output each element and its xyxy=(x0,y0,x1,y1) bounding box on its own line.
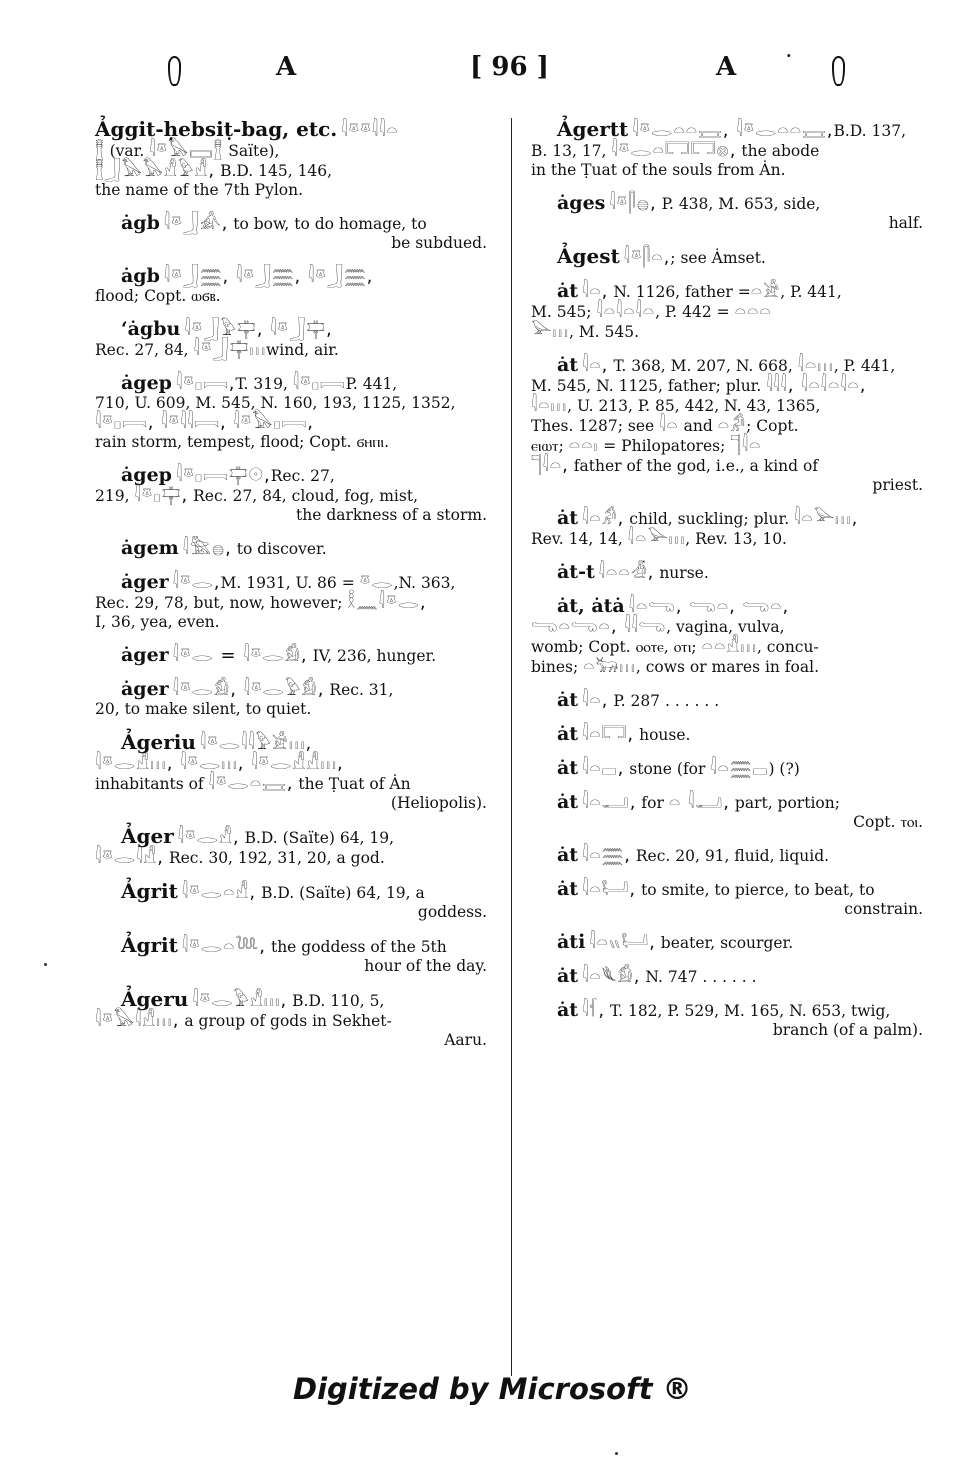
entry-text: for xyxy=(641,794,664,812)
dictionary-entry xyxy=(531,282,923,342)
entry-text: Rec. 31, xyxy=(329,681,394,699)
hieroglyph-group: 𓇋𓏏𓅪𓏥 xyxy=(627,528,686,549)
reed-leaf-icon xyxy=(168,56,181,86)
entry-text: , P. 442 = xyxy=(655,303,730,321)
hieroglyph-group: 𓇋𓎼𓂋𓇋𓇋𓅱𓀀𓏥, xyxy=(199,733,313,754)
entry-text: N. 747 . . . . . . xyxy=(645,968,757,986)
entry-text: Saïte), xyxy=(228,142,280,160)
headword: ȧgep xyxy=(121,464,172,486)
headword: ȧti xyxy=(557,931,586,953)
entry-text: B.D. 110, 5, xyxy=(292,992,385,1010)
hieroglyph-group: 𓇋𓏏𓀔, xyxy=(582,508,625,529)
headword: ʻȧgbu xyxy=(121,318,181,340)
headword: ȧt, ȧtȧ xyxy=(557,595,625,617)
entry-text: Copt. ⲧⲟⲓ. xyxy=(853,813,923,831)
entry-text: B.D. 137, xyxy=(833,122,906,140)
dictionary-entry xyxy=(95,987,487,1050)
hieroglyph-group: 𓇋𓎼𓋴𓏏, xyxy=(623,247,671,268)
dictionary-entry xyxy=(531,597,923,677)
entry-text: child, suckling; plur. xyxy=(629,510,790,528)
headword: ȧt xyxy=(557,354,579,376)
entry-text: nurse. xyxy=(659,564,709,582)
hieroglyph-group: 𓇋𓎼𓃀𓊡𓏥 xyxy=(193,339,267,360)
entry-text: , P. 441, xyxy=(833,357,896,375)
headword: ȧt xyxy=(557,507,579,529)
dictionary-entry xyxy=(531,933,923,953)
entry-text: priest. xyxy=(872,476,923,494)
dictionary-entry xyxy=(531,759,923,779)
dictionary-entry xyxy=(95,573,487,632)
hieroglyph-group: 𓇋𓎼𓂋𓏏𓀭, xyxy=(181,882,257,903)
headword: ȧger xyxy=(121,571,169,593)
headword: ȧgb xyxy=(121,212,160,234)
hieroglyph-group: 𓏏𓀔 xyxy=(717,415,747,436)
headword: ȧt xyxy=(557,723,579,745)
hieroglyph-group: 𓇋𓏏𓅪𓏥, xyxy=(794,508,859,529)
hieroglyph-group: 𓇋𓎼𓂋, xyxy=(172,572,221,593)
hieroglyph-group: 𓇋𓏏𓂡, xyxy=(582,879,637,900)
entry-text: , U. 213, P. 85, 442, N. 43, 1365, xyxy=(567,397,821,415)
entry-text: , cows or mares in foal. xyxy=(635,658,820,676)
headword: Ảgest xyxy=(557,244,620,268)
dictionary-entry xyxy=(531,793,923,832)
hieroglyph-group: 𓇋𓏏𓏏𓁑, xyxy=(598,562,655,583)
entry-text: Rev. 14, 14, xyxy=(531,530,623,548)
hieroglyph-group: 𓏏 𓇋𓂝, xyxy=(668,792,730,813)
entry-text: B. 13, 17, xyxy=(531,142,607,160)
entry-text: Rec. 30, 192, 31, 20, a god. xyxy=(168,849,385,867)
entry-text: I, 36, yea, even. xyxy=(95,613,220,631)
hieroglyph-group: 𓇋𓏏𓆰𓀁, xyxy=(582,966,641,987)
headword: ȧger xyxy=(121,678,169,700)
hieroglyph-group: 𓇋𓎼𓂋𓀭𓏥, 𓇋𓎼𓂋𓏥, 𓇋𓎼𓂋𓀭𓀭𓏥, xyxy=(95,753,344,774)
hieroglyph-group: 𓇋𓏏𓇋𓏏𓇋𓏏 xyxy=(596,301,656,322)
page-number: [ 96 ] xyxy=(470,52,549,82)
dictionary-entry xyxy=(95,466,487,525)
entry-text: part, portion; xyxy=(734,794,840,812)
hieroglyph-group: 𓇋𓏏𓂝, xyxy=(582,792,637,813)
entry-text: the name of the 7th Pylon. xyxy=(95,181,304,199)
dictionary-entry xyxy=(531,356,923,495)
hieroglyph-group: 𓇋𓆳, xyxy=(582,1000,606,1021)
hieroglyph-group: 𓇋𓎼𓎼𓇋𓇋𓏏 xyxy=(341,120,399,141)
hieroglyph-group: 𓇋𓇋𓇋, 𓇋𓏏𓇋𓏏𓇋𓏏, xyxy=(766,375,867,396)
entry-text: the goddess of the 5th xyxy=(270,938,447,956)
dictionary-entry xyxy=(95,730,487,813)
headword: ȧt xyxy=(557,844,579,866)
hieroglyph-group: 𓏏𓀀 xyxy=(750,281,781,302)
dictionary-entry xyxy=(531,117,923,180)
headword: Ảger xyxy=(121,824,174,848)
hieroglyph-group: 𓇋𓎼𓅃𓇋𓀭𓏥, xyxy=(95,1010,180,1031)
entry-text: rain storm, tempest, flood; Copt. ϭⲏⲡⲓ. xyxy=(95,433,390,451)
hieroglyph-group: 𓏏𓏏𓏤 xyxy=(568,435,599,456)
entry-text: 20, to make silent, to quiet. xyxy=(95,700,312,718)
dictionary-entry xyxy=(531,244,923,268)
entry-text: the abode xyxy=(741,142,820,160)
entry-text: P. 287 . . . . . . xyxy=(613,692,720,710)
hieroglyph-group: 𓊹𓇋𓏏, xyxy=(531,455,569,476)
entry-text: the darkness of a storm. xyxy=(296,506,487,524)
speck-mark: · xyxy=(786,46,792,65)
headword: ȧt xyxy=(557,791,579,813)
hieroglyph-group: 𓂸𓏏𓂸𓏏, 𓇋𓇋𓂸 xyxy=(531,616,667,637)
dictionary-entry xyxy=(95,933,487,976)
headword: ȧger xyxy=(121,644,169,666)
entry-text: ⲉⲓⲱⲧ; xyxy=(531,437,564,455)
entry-text: hour of the day. xyxy=(364,957,487,975)
dictionary-entry xyxy=(531,846,923,866)
entry-text: B.D. (Saïte) 64, 19, a xyxy=(261,884,425,902)
dictionary-entry xyxy=(95,267,487,306)
entry-text: M. 545, N. 1125, father; plur. xyxy=(531,377,762,395)
hieroglyph-group: 𓇋𓎼𓂋𓅱𓀭𓏥, xyxy=(192,990,288,1011)
hieroglyph-group: 𓊽𓃀𓅃𓅃𓀭𓅱𓀭, xyxy=(95,160,216,181)
hieroglyph-group: 𓇋𓏏, xyxy=(582,355,609,376)
dictionary-entry xyxy=(531,725,923,745)
hieroglyph-group: 𓇋𓎼𓃀𓀉, xyxy=(163,213,229,234)
entry-text: ,N. 363, xyxy=(393,574,456,592)
dictionary-entry xyxy=(95,320,487,360)
entry-text: Rec. 29, 78, but, now, however; xyxy=(95,594,343,612)
entry-text: Aaru. xyxy=(444,1031,487,1049)
hieroglyph-group: 𓇋𓏏𓏭𓂡, xyxy=(589,932,656,953)
dictionary-entry xyxy=(531,563,923,583)
headword: ȧgep xyxy=(121,372,172,394)
entry-text: ; see Ȧmset. xyxy=(670,249,766,267)
entry-text: womb; Copt. ⲟⲟⲧⲉ, ⲟⲧⲓ; xyxy=(531,638,697,656)
header-letter-left: A xyxy=(276,52,297,82)
headword: Ảgrit xyxy=(121,933,178,957)
entry-text: , M. 545. xyxy=(568,323,640,341)
hieroglyph-group: 𓇋𓎼𓂋𓀭, xyxy=(177,827,240,848)
headword: ȧgb xyxy=(121,265,160,287)
entry-text: , vagina, vulva, xyxy=(666,618,785,636)
entry-text: half. xyxy=(888,214,923,232)
entry-text: (var. xyxy=(109,142,145,160)
column-divider xyxy=(511,118,512,1376)
hieroglyph-group: 𓇋𓎼𓂋𓏏𓉐𓉐𓊖, xyxy=(611,140,737,161)
entry-text: Rec. 27, 84, cloud, fog, mist, xyxy=(193,487,418,505)
entry-text: Rec. 27, xyxy=(270,467,335,485)
speck-mark xyxy=(615,1452,618,1455)
hieroglyph-group: 𓇋𓎼𓊪𓊡, xyxy=(134,485,189,506)
hieroglyph-group: 𓇋𓎼𓂋𓀁, 𓇋𓎼𓂋𓅱𓀁, xyxy=(172,679,325,700)
hieroglyph-group: 𓇋𓎼𓂋𓏏𓏏𓈘, 𓇋𓎼𓂋𓏏𓏏𓈘, xyxy=(632,120,834,141)
headword: Ảgeru xyxy=(121,987,189,1011)
header-letter-right: A xyxy=(716,52,737,82)
hieroglyph-group: 𓏏𓏏𓏏 xyxy=(734,301,772,322)
entry-text: to bow, to do homage, to xyxy=(233,215,427,233)
dictionary-entry xyxy=(95,680,487,719)
dictionary-entry xyxy=(95,824,487,868)
entry-text: P. 441, xyxy=(345,375,398,393)
hieroglyph-group: 𓇋𓎼𓊪𓇯, xyxy=(175,373,236,394)
hieroglyph-group: 𓇋𓎼𓂋 = 𓇋𓎼𓂋𓀁, xyxy=(172,645,308,666)
entry-text: branch (of a palm). xyxy=(772,1021,923,1039)
hieroglyph-group: 𓏏𓏏𓀭𓏥 xyxy=(701,636,757,657)
hieroglyph-group: 𓇋𓎼𓊪𓇯 xyxy=(292,373,346,394)
entry-text: inhabitants of xyxy=(95,775,204,793)
hieroglyph-group: 𓎼𓂋 xyxy=(359,572,394,593)
entry-text: ; Copt. xyxy=(746,417,799,435)
entry-text: constrain. xyxy=(844,900,923,918)
hieroglyph-group: 𓇋𓏏𓊌, xyxy=(582,758,625,779)
hieroglyph-group: 𓇋𓎼𓋴𓐍, xyxy=(609,193,657,214)
entry-text: Rec. 27, 84, xyxy=(95,341,189,359)
headword: ȧt xyxy=(557,280,579,302)
hieroglyph-group: 𓇋𓎼𓂋𓏏𓈘, xyxy=(208,773,294,794)
hieroglyph-group: 𓊽 xyxy=(95,140,105,161)
headword: ȧt xyxy=(557,965,579,987)
entry-text: T. 319, xyxy=(235,375,288,393)
entry-text: a group of gods in Sekhet- xyxy=(184,1012,392,1030)
entry-text: to smite, to pierce, to beat, to xyxy=(641,881,875,899)
headword: ȧgem xyxy=(121,537,179,559)
entry-text: , P. 441, xyxy=(780,283,842,301)
entry-text: 219, xyxy=(95,487,130,505)
entry-text: flood; Copt. ⲱϭⲃ. xyxy=(95,287,221,305)
entry-text: T. 182, P. 529, M. 165, N. 653, twig, xyxy=(610,1002,891,1020)
entry-text: beater, scourger. xyxy=(660,934,794,952)
digitized-watermark: Digitized by Microsoft ® xyxy=(293,1372,692,1406)
hieroglyph-group: 𓇋𓎼𓊪𓇯𓊡𓇳, xyxy=(175,465,271,486)
hieroglyph-group: 𓇋𓏏𓉐, xyxy=(582,724,635,745)
headword: Ảggit-ḥebsiṭ-bag, etc. xyxy=(95,117,338,141)
right-column xyxy=(531,117,923,1054)
headword: Ảgeriu xyxy=(121,730,196,754)
entry-text: M. 1931, U. 86 = xyxy=(220,574,355,592)
entry-text: 710, U. 609, M. 545, N. 160, 193, 1125, 1352, xyxy=(95,394,456,412)
hieroglyph-group: 𓎛𓈖𓇋𓎼𓂋, xyxy=(347,592,427,613)
left-column xyxy=(95,117,487,1064)
entry-text: Thes. 1287; see xyxy=(531,417,655,435)
hieroglyph-group: 𓇋𓎼𓃀𓈗, 𓇋𓎼𓃀𓈗, 𓇋𓎼𓃀𓈗, xyxy=(163,266,374,287)
entry-text: ) (?) xyxy=(768,760,800,778)
entry-text: in the Ṭuat of the souls from Ȧn. xyxy=(531,161,786,179)
headword: ȧt xyxy=(557,999,579,1021)
entry-text: stone (for xyxy=(629,760,706,778)
entry-text: , Rev. 13, 10. xyxy=(685,530,787,548)
hieroglyph-group: 𓇋𓏏𓏥 xyxy=(797,355,834,376)
headword: Ảgrit xyxy=(121,879,178,903)
dictionary-entry xyxy=(95,879,487,922)
entry-text: B.D. 145, 146, xyxy=(220,162,333,180)
dictionary-entry xyxy=(95,646,487,666)
entry-text: house. xyxy=(639,726,691,744)
entry-text: to discover. xyxy=(236,540,327,558)
hieroglyph-group: 𓇋𓎼𓃀𓅱𓊡, 𓇋𓎼𓃀𓊡, xyxy=(184,319,333,340)
hieroglyph-group: 𓇋𓅗𓐍, xyxy=(182,538,232,559)
headword: ȧt-t xyxy=(557,561,595,583)
entry-text: = Philopatores; xyxy=(603,437,726,455)
entry-text: , concu- xyxy=(756,638,819,656)
speck-mark xyxy=(44,963,47,966)
hieroglyph-group: 𓇋𓎼𓂋𓏏𓆙, xyxy=(181,936,267,957)
dictionary-entry xyxy=(531,509,923,549)
entry-text: father of the god, i.e., a kind of xyxy=(573,457,819,475)
dictionary-entry xyxy=(531,880,923,919)
dictionary-entry xyxy=(95,539,487,559)
hieroglyph-group: 𓇋𓎼𓂋𓇋𓀭, xyxy=(95,847,165,868)
dictionary-entry xyxy=(531,967,923,987)
entry-text: Rec. 20, 91, fluid, liquid. xyxy=(635,847,830,865)
dictionary-entry xyxy=(95,117,487,200)
entry-text: P. 438, M. 653, side, xyxy=(661,195,821,213)
headword: ȧt xyxy=(557,689,579,711)
entry-text: N. 1126, father = xyxy=(613,283,751,301)
hieroglyph-group: 𓅪𓏥 xyxy=(531,321,569,342)
hieroglyph-group: 𓇋𓏏 xyxy=(659,415,679,436)
hieroglyph-group: 𓇋𓎼𓅃𓈙𓊽 xyxy=(149,140,224,161)
entry-text: be subdued. xyxy=(391,234,487,252)
entry-text: M. 545; xyxy=(531,303,592,321)
headword: ȧt xyxy=(557,757,579,779)
entry-text: the Ṭuat of Ȧn xyxy=(298,775,411,793)
hieroglyph-group: 𓇋𓏏𓈗, xyxy=(582,845,631,866)
hieroglyph-group: 𓇋𓏏𓏥 xyxy=(531,395,568,416)
entry-text: goddess. xyxy=(417,903,487,921)
hieroglyph-group: 𓇋𓏏, xyxy=(582,690,609,711)
entry-text: wind, air. xyxy=(266,341,339,359)
page-header xyxy=(0,46,954,92)
reed-leaf-icon xyxy=(832,56,845,86)
hieroglyph-group: 𓇋𓏏𓈗𓊌 xyxy=(710,758,769,779)
hieroglyph-group: 𓇋𓏏𓂸, 𓂸𓏏, 𓂸𓏏, xyxy=(628,596,790,617)
dictionary-entry xyxy=(531,194,923,233)
dictionary-entry xyxy=(95,374,487,452)
dictionary-entry xyxy=(95,214,487,253)
entry-text: (Heliopolis). xyxy=(390,794,487,812)
dictionary-entry xyxy=(531,1001,923,1040)
entry-text: IV, 236, hunger. xyxy=(312,647,437,665)
headword: ȧt xyxy=(557,878,579,900)
entry-text: and xyxy=(683,417,713,435)
hieroglyph-group: 𓇋𓎼𓊪𓇯, 𓇋𓎼𓇋𓇋𓇯, 𓇋𓎼𓅃𓊪𓇯, xyxy=(95,412,314,433)
hieroglyph-group: 𓇋𓏏, xyxy=(582,281,609,302)
headword: ȧges xyxy=(557,192,606,214)
hieroglyph-group: 𓊹𓇋𓏏 xyxy=(730,435,762,456)
entry-text: bines; xyxy=(531,658,579,676)
entry-text: T. 368, M. 207, N. 668, xyxy=(613,357,793,375)
hieroglyph-group: 𓏏𓃒𓏥 xyxy=(583,656,636,677)
entry-text: B.D. (Saïte) 64, 19, xyxy=(244,829,395,847)
headword: Ảgertt xyxy=(557,117,629,141)
dictionary-entry xyxy=(531,691,923,711)
